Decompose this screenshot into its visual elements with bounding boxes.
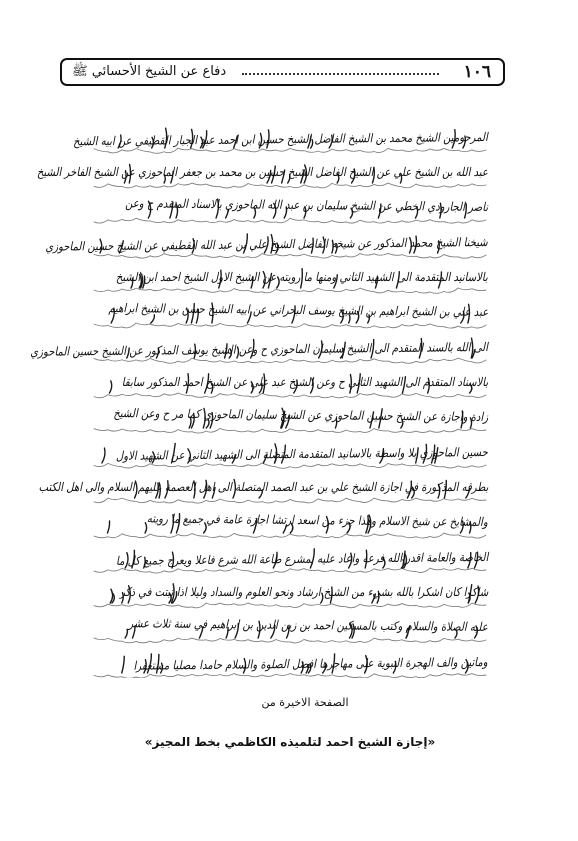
manuscript-line: الخاصة والعامة اقدر الله فرعه واعاد عليه بمشرع طاعة الله شرع فاعلا ويعرج جميع كل ما bbox=[115, 550, 489, 568]
manuscript-line: بالاسانيد المتقدمة الى الشهيد الثاني ومنها ما رويته عن الشيخ الاول الشيخ احمد ابن الشيخ bbox=[116, 270, 488, 284]
header-dotted-leader bbox=[242, 73, 439, 75]
manuscript-line: عبد علي بن الشيخ ابراهيم بن الشيخ يوسف البحراني عن ابيه الشيخ حسن بن الشيخ ابراهيم bbox=[108, 301, 489, 319]
caption-last-page: الصفحة الاخيرة من bbox=[261, 696, 349, 709]
manuscript-line: بالاسناد المتقدم الى الشهيد الثاني ح وعن الشيخ عبد علي عن الشيخ احمد المذكور سابقا bbox=[121, 375, 488, 389]
page-number: ١٠٦ bbox=[463, 62, 491, 82]
manuscript-line: والمشايخ عن شيخ الاسلام وهذا جزء من اسعد ارتشا اجازة عامة في جميع ما رويته bbox=[147, 511, 489, 529]
manuscript-image bbox=[30, 118, 489, 678]
manuscript-line: بطرقه المذكورة في اجازة الشيخ علي بن عبد الصمد المتصلة الى اهل العصمة عليهم السلام والى اهل الكتب bbox=[38, 480, 488, 494]
header-title: دفاع عن الشيخ الأحسائي ﷺ bbox=[72, 64, 227, 79]
manuscript-line: حسين الماحوزي بلا واسطة بالاسانيد المتقدمة المتصلة الى الشهيد الثاني عن الشهيد الاول bbox=[115, 445, 489, 463]
running-header bbox=[60, 58, 505, 86]
manuscript-line: زادة واجازة عن الشيخ حسين الماحوزي عن الشيخ سليمان الماحوزي كما مر ح وعن الشيخ bbox=[113, 406, 489, 424]
manuscript-line: المرحومين الشيخ محمد بن الشيخ الفاضل الشيخ حسين ابن احمد عبد الجبار القطيفي عن ابيه الشيخ bbox=[73, 130, 489, 149]
manuscript-line: عبد الله بن الشيخ علي عن الشيخ الفاضل الشيخ حسين بن محمد بن جعفر الماحوزي عن الشيخ الفاخر الشيخ bbox=[36, 165, 488, 179]
caption-ijaza-title: «إجازة الشيخ احمد لتلميذه الكاظمي بخط المجيز» bbox=[144, 735, 436, 749]
manuscript-line: وماتين والف الهجرة النبوية على مهاجرها افضل الصلوة والسلام حامدا مصليا مستغفرا bbox=[133, 655, 489, 673]
manuscript-line: شيخنا الشيخ محمد المذكور عن شيخه الفاضل الشيخ علي بن عبد الله القطيفي عن الشيخ حسين الماحوزي bbox=[45, 235, 489, 254]
manuscript-line: شاكرا كان اشكرا بالله بشيء من الشيخ ارشاد ونحو العلوم والسداد وليلا اذا ثبتت في ذكر bbox=[119, 585, 488, 599]
manuscript-line: الى الله بالسند المتقدم الى الشيخ سليمان الماحوزي ح وعن الشيخ يوسف المذكور عن الشيخ حسين الماحوزي bbox=[30, 340, 489, 359]
manuscript-line: ناصر الجارودي الخطي عن الشيخ سليمان بن عبد الله الماحوزي بالاسناد المتقدم ح وعن bbox=[124, 196, 489, 214]
manuscript-line: عليه الصلاة والسلام وكتب بالمسكين احمد بن زين الدين بن ابراهيم في سنة ثلاث عشر bbox=[128, 616, 489, 634]
